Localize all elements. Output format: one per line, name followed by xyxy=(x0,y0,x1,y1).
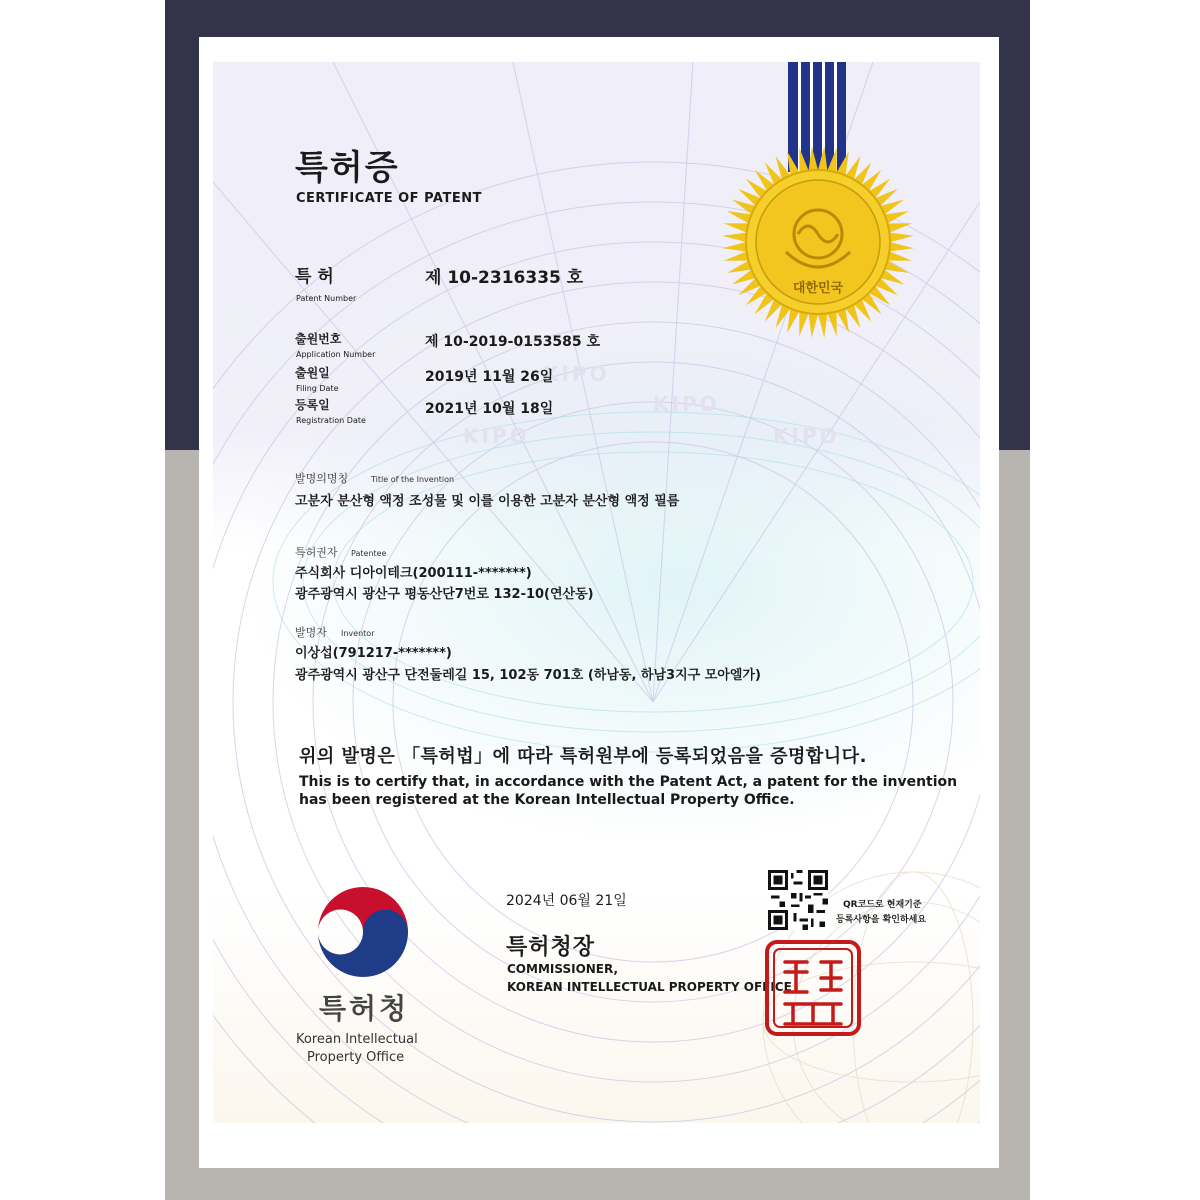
office-name-en-line2: Property Office xyxy=(307,1050,405,1065)
watermark: KIPO xyxy=(463,424,530,448)
watermark: KIPO xyxy=(653,392,720,416)
inventor-address: 광주광역시 광산구 단전둘레길 15, 102동 701호 (하남동, 하남3지구 모아엘가) xyxy=(295,668,761,683)
registration-date-label-en: Registration Date xyxy=(296,416,366,425)
certificate-title: 특허증 xyxy=(295,148,400,188)
qr-note-line2: 등록사항을 확인하세요 xyxy=(836,915,927,925)
patent-number-label: 특 허 xyxy=(295,267,334,287)
filing-date-label-en: Filing Date xyxy=(296,384,339,393)
inventor-label-en: Inventor xyxy=(341,629,375,638)
application-number-value: 제 10-2019-0153585 호 xyxy=(425,334,601,350)
watermark: KIPO xyxy=(543,362,610,386)
office-name: 특허청 xyxy=(319,992,410,1025)
signer-title-en-line2: KOREAN INTELLECTUAL PROPERTY OFFICE xyxy=(507,980,792,994)
filing-date-label: 출원일 xyxy=(295,366,330,380)
certificate-title-en: CERTIFICATE OF PATENT xyxy=(296,191,482,206)
patent-number-value: 제 10-2316335 호 xyxy=(425,268,584,288)
filing-date-value: 2019년 11월 26일 xyxy=(425,369,554,385)
qr-code[interactable] xyxy=(768,870,828,930)
kipo-taegeuk-logo-icon xyxy=(308,882,418,982)
invention-title-label-en: Title of the Invention xyxy=(371,475,455,484)
qr-note-line1: QR코드로 현재기준 xyxy=(843,900,922,910)
watermark: KIPO xyxy=(773,424,840,448)
inventor-label: 발명자 xyxy=(295,626,327,639)
registration-date-label: 등록일 xyxy=(295,398,330,412)
inventor-name: 이상섭(791217-*******) xyxy=(295,646,452,661)
certification-statement: 위의 발명은 「특허법」에 따라 특허원부에 등록되었음을 증명합니다. xyxy=(299,746,867,767)
signer-title-en-line1: COMMISSIONER, xyxy=(507,962,619,976)
registration-date-value: 2021년 10월 18일 xyxy=(425,401,554,417)
application-number-label-en: Application Number xyxy=(296,350,376,359)
patentee-name: 주식회사 디아이테크(200111-*******) xyxy=(295,566,532,581)
patentee-label: 특허권자 xyxy=(295,546,338,559)
application-number-label: 출원번호 xyxy=(295,332,342,346)
gold-medal-seal xyxy=(718,142,918,342)
patentee-address: 광주광역시 광산구 평동산단7번로 132-10(연산동) xyxy=(295,587,594,602)
patent-number-label-en: Patent Number xyxy=(296,294,357,303)
invention-title-value: 고분자 분산형 액정 조성물 및 이를 이용한 고분자 분산형 액정 필름 xyxy=(295,494,680,509)
certification-statement-en-line1: This is to certify that, in accordance with the Patent Act, a patent for the invention xyxy=(299,774,958,790)
official-red-seal xyxy=(763,938,863,1038)
patentee-label-en: Patentee xyxy=(351,549,387,558)
certificate-paper xyxy=(213,62,980,1123)
signer-title: 특허청장 xyxy=(506,935,596,960)
certification-statement-en-line2: has been registered at the Korean Intellectual Property Office. xyxy=(299,792,795,808)
office-name-en-line1: Korean Intellectual xyxy=(296,1032,418,1047)
invention-title-label: 발명의명칭 xyxy=(295,472,349,485)
medal-text: 대한민국 xyxy=(792,281,844,296)
issue-date: 2024년 06월 21일 xyxy=(506,893,627,909)
